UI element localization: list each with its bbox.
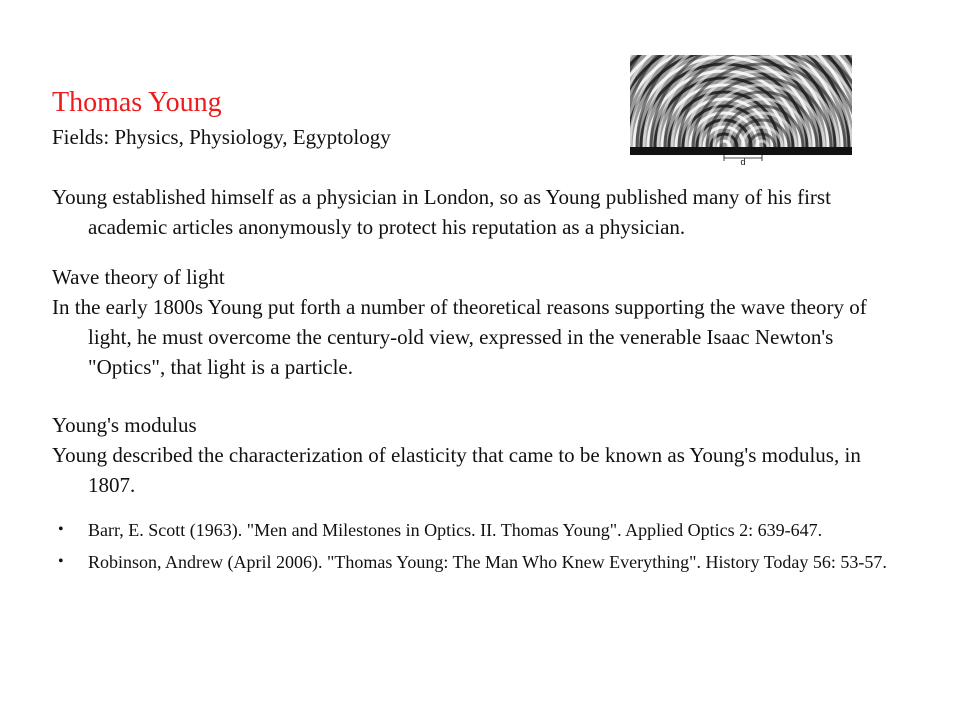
fields-line: Fields: Physics, Physiology, Egyptology <box>52 125 391 149</box>
reference-text: Robinson, Andrew (April 2006). "Thomas Young: The Man Who Knew Everything". History Today 56: 53-57. <box>88 552 887 572</box>
reference-item <box>52 516 902 544</box>
page-title: Thomas Young <box>52 87 222 118</box>
reference-text: Barr, E. Scott (1963). "Men and Milestones in Optics. II. Thomas Young". Applied Optics 2: 639-647. <box>88 520 823 540</box>
bullet-icon: • <box>58 553 64 570</box>
wave-theory-heading: Wave theory of light <box>52 265 225 289</box>
youngs-modulus-heading: Young's modulus <box>52 413 197 437</box>
youngs-modulus-paragraph: Young described the characterization of elasticity that came to be known as Young's modulus, in 1807. <box>52 443 861 497</box>
intro-paragraph: Young established himself as a physician in London, so as Young published many of his first academic articles anonymously to protect his reputation as a physician. <box>52 185 831 239</box>
bullet-icon: • <box>58 521 64 538</box>
reference-item <box>52 548 902 576</box>
reference-list <box>52 516 902 580</box>
wave-theory-paragraph: In the early 1800s Young put forth a number of theoretical reasons supporting the wave theory of light, he must overcome the century-old view, expressed in the venerable Isaac Newton's "Optics", that light is a particle. <box>52 295 867 379</box>
slit-distance-label: d <box>740 157 746 165</box>
